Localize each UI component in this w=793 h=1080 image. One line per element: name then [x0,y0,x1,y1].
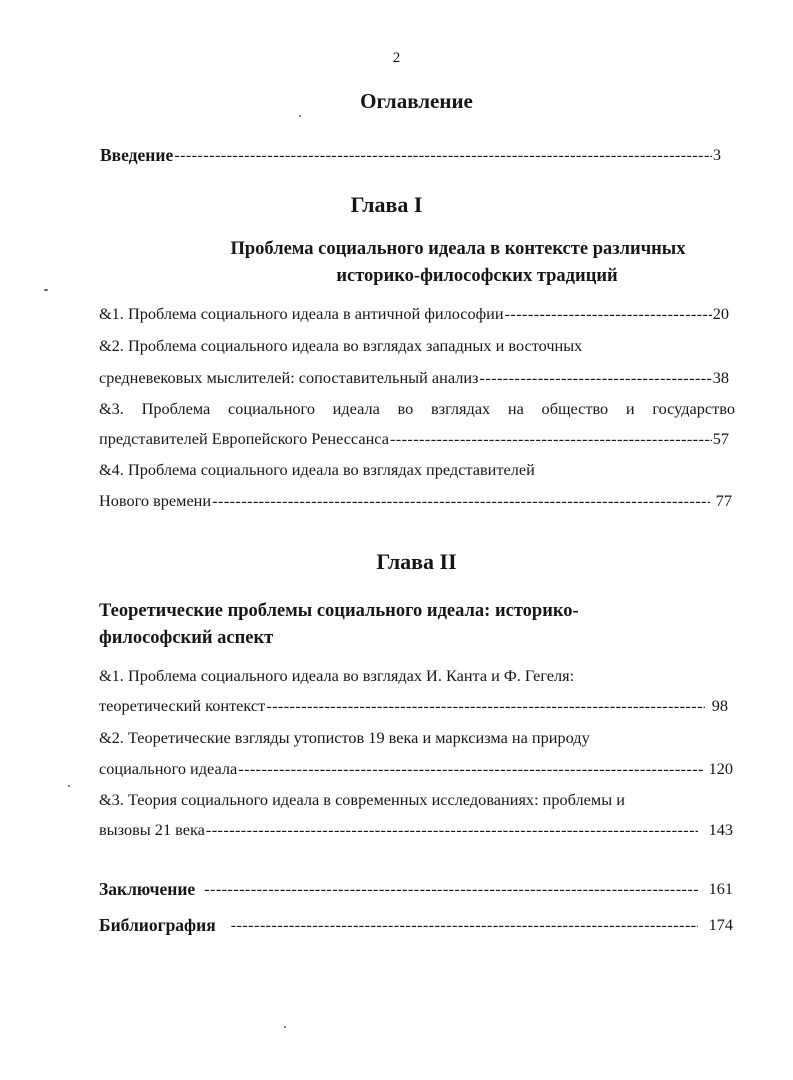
toc-entry-1-4[interactable] [99,490,732,512]
word: во [397,399,414,418]
toc-page: 143 [708,820,733,839]
toc-label: представителей Европейского Ренессанса [99,429,389,448]
toc-entry-2-2-line1: &2. Теоретические взгляды утопистов 19 века и марксизма на природу [99,728,590,747]
toc-page: 20 [712,304,729,323]
word: на [507,399,524,418]
toc-label: вызовы 21 века [99,820,205,839]
dot-leader [480,367,712,389]
word: идеала [332,399,380,418]
toc-label: Библиография [99,915,216,935]
dot-leader [206,819,698,841]
toc-entry-2-2[interactable] [99,758,733,780]
scan-speck [68,785,70,787]
chapter-1-heading: Глава I [350,192,423,217]
dot-leader [266,695,704,717]
word: социального [227,399,315,418]
word: &3. [99,399,124,418]
toc-entry-1-4-line1: &4. Проблема социального идеала во взглядах представителей [99,460,535,479]
page-title: Оглавление [360,89,473,113]
toc-label: теоретический контекст [99,696,266,715]
toc-page: 38 [712,368,729,387]
toc-entry-2-3-line1: &3. Теория социального идеала в современных исследованиях: проблемы и [99,790,625,809]
toc-entry-1-3[interactable] [99,428,729,450]
toc-page: 174 [708,915,733,934]
chapter-2-subtitle [99,598,719,652]
toc-label: Нового времени [99,491,212,510]
dot-leader [390,428,712,450]
toc-entry-2-1-line1: &1. Проблема социального идеала во взглядах И. Канта и Ф. Гегеля: [99,666,575,685]
toc-page: 98 [711,696,728,715]
toc-page: 120 [708,759,733,778]
toc-label: Заключение [99,879,196,899]
dot-leader [231,914,698,936]
word: общество [541,399,609,418]
toc-entry-2-1[interactable] [99,695,728,717]
toc-entry-1-2-line1: &2. Проблема социального идеала во взглядах западных и восточных [99,336,583,355]
toc-page: 161 [708,879,733,898]
toc-entry-1-2[interactable] [99,367,729,389]
chapter-2-subtitle-line2: философский аспект [99,628,274,648]
chapter-2-heading: Глава II [376,549,457,574]
chapter-1-subtitle-line2: историко-философских традиций [336,266,618,286]
toc-entry-1-3-line1 [99,398,735,420]
toc-entry-intro[interactable] [100,144,721,166]
scan-speck [284,1026,286,1028]
toc-entry-bibliography[interactable] [99,914,733,936]
scan-speck [299,115,301,117]
dot-leader [212,490,710,512]
dot-leader [238,758,703,780]
word: взглядах [430,399,491,418]
toc-label: Введение [100,145,174,165]
toc-entry-2-3[interactable] [99,819,733,841]
dot-leader [174,144,712,166]
dot-leader [505,303,712,325]
scan-speck [44,289,48,291]
chapter-1-subtitle-line1: Проблема социального идеала в контексте различных [230,239,686,259]
word: Проблема [141,399,211,418]
dot-leader [204,878,697,900]
toc-page: 77 [715,491,732,510]
chapter-1-subtitle [190,236,726,290]
word: и [625,399,635,418]
toc-page: 57 [712,429,729,448]
word: государство [652,399,735,418]
toc-label: социального идеала [99,759,238,778]
toc-entry-conclusion[interactable] [99,878,733,900]
toc-label: &1. Проблема социального идеала в античной философии [99,304,504,323]
toc-page: 3 [712,145,721,164]
page-number: 2 [392,50,401,66]
toc-label: средневековых мыслителей: сопоставительный анализ [99,368,479,387]
chapter-2-subtitle-line1: Теоретические проблемы социального идеала: историко- [99,601,579,621]
toc-entry-1-1[interactable] [99,303,729,325]
